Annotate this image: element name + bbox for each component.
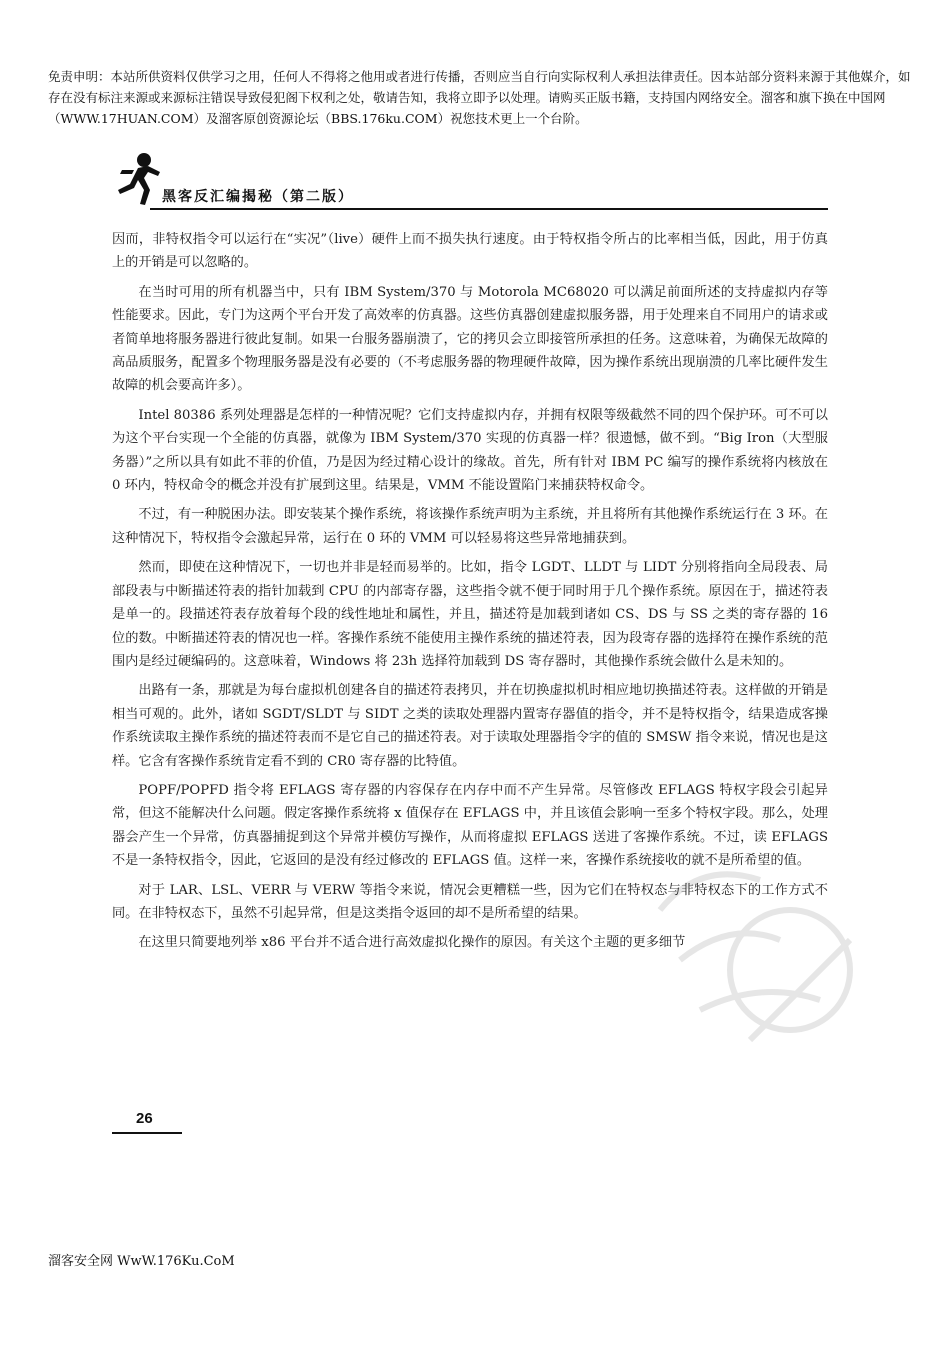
main-body xyxy=(112,228,828,961)
disclaimer-text: 免责申明：本站所供资料仅供学习之用，任何人不得将之他用或者进行传播，否则应当自行向实际权利人承担法律责任。因本站部分资料来源于其他媒介，如存在没有标注来源或来源标注错误导致侵犯阁下权利之处，敬请告知，我将立即予以处理。请购买正版书籍，支持国内网络安全。溜客和旗下换在中国网（WWW.17HUAN.COM）及溜客原创资源论坛（BBS.176ku.COM）祝您技术更上一个台阶。 xyxy=(48,69,911,126)
paragraph-9: 在这里只简要地列举 x86 平台并不适合进行高效虚拟化操作的原因。有关这个主题的更多细节 xyxy=(138,935,686,951)
paragraph-7: POPF/POPFD 指令将 EFLAGS 寄存器的内容保存在内存中而不产生异常。尽管修改 EFLAGS 特权字段会引起异常，但这不能解决什么问题。假定客操作系统将 x 值保存在 EFLAGS 中，并且该值会影响一至多个特权字段。那么，处理器会产生一个异常，仿真器捕捉到这个异常并模仿写操作，从而将虚拟 EFLAGS 送进了客操作系统。不过，读 EFLAGS 不是一条特权指令，因此，它返回的是没有经过修改的 EFLAGS 值。这样一来，客操作系统接收的就不是所希望的值。 xyxy=(112,782,828,869)
paragraph-6: 出路有一条，那就是为每台虚拟机创建各自的描述符表拷贝，并在切换虚拟机时相应地切换描述符表。这样做的开销是相当可观的。此外，诸如 SGDT/SLDT 与 SIDT 之类的读取处理器内置寄存器值的指令，并不是特权指令，结果造成客操作系统读取主操作系统的描述符表而不是它自己的描述符表。对于读取处理器指令字的值的 SMSW 指令来说，情况也是这样。它含有客操作系统肯定看不到的 CR0 寄存器的比特值。 xyxy=(112,683,828,769)
paragraph-1: 因而，非特权指令可以运行在“实况”（live）硬件上而不损失执行速度。由于特权指令所占的比率相当低，因此，用于仿真上的开销是可以忽略的。 xyxy=(112,232,828,271)
running-header xyxy=(108,150,828,210)
runner-logo-icon xyxy=(108,150,166,206)
paragraph-8: 对于 LAR、LSL、VERR 与 VERW 等指令来说，情况会更糟糕一些，因为它们在特权态与非特权态下的工作方式不同。在非特权态下，虽然不引起异常，但是这类指令返回的却不是所希望的结果。 xyxy=(112,882,828,921)
page-number-rule xyxy=(112,1132,182,1134)
paragraph-3: Intel 80386 系列处理器是怎样的一种情况呢？它们支持虚拟内存，并拥有权限等级截然不同的四个保护环。可不可以为这个平台实现一个全能的仿真器，就像为 IBM System/370 实现的仿真器一样？很遗憾，做不到。“Big Iron（大型服务器）”之所以具有如此不菲的价值，乃是因为经过精心设计的缘故。首先，所有针对 IBM PC 编写的操作系统将内核放在 0 环内，特权命令的概念并没有扩展到这里。结果是，VMM 不能设置陷门来捕获特权命令。 xyxy=(112,407,828,494)
page-number-block xyxy=(112,1110,182,1134)
header-rule xyxy=(150,208,828,210)
page-number: 26 xyxy=(136,1110,153,1127)
book-title: 黑客反汇编揭秘（第二版） xyxy=(162,189,354,205)
paragraph-5: 然而，即使在这种情况下，一切也并非是轻而易举的。比如，指令 LGDT、LLDT 与 LIDT 分别将指向全局段表、局部段表与中断描述符表的指针加载到 CPU 的内部寄存器，这些指令就不便于同时用于几个操作系统。原因在于，描述符表是单一的。段描述符表存放着每个段的线性地址和属性，并且，描述符是加载到诸如 CS、DS 与 SS 之类的寄存器的 16 位的数。中断描述符表的情况也一样。客操作系统不能使用主操作系统的描述符表，因为段寄存器的选择符在操作系统的范围内是经过硬编码的。这意味着，Windows 将 23h 选择符加载到 DS 寄存器时，其他操作系统会做什么是未知的。 xyxy=(112,560,828,669)
footer-site-text: 溜客安全网 WwW.176Ku.CoM xyxy=(48,1254,235,1269)
paragraph-4: 不过，有一种脱困办法。即安装某个操作系统，将该操作系统声明为主系统，并且将所有其他操作系统运行在 3 环。在这种情况下，特权指令会激起异常，运行在 0 环的 VMM 可以轻易将这些异常地捕获到。 xyxy=(112,507,828,546)
paragraph-2: 在当时可用的所有机器当中，只有 IBM System/370 与 Motorola MC68020 可以满足前面所述的支持虚拟内存等性能要求。因此，专门为这两个平台开发了高效率的仿真器。这些仿真器创建虚拟服务器，用于处理来自不同用户的请求或者简单地将服务器进行彼此复制。如果一台服务器崩溃了，它的拷贝会立即接管所承担的任务。这意味着，为确保无故障的高品质服务，配置多个物理服务器是没有必要的（不考虑服务器的物理硬件故障，因为操作系统出现崩溃的几率比硬件发生故障的机会要高许多）。 xyxy=(112,284,828,394)
